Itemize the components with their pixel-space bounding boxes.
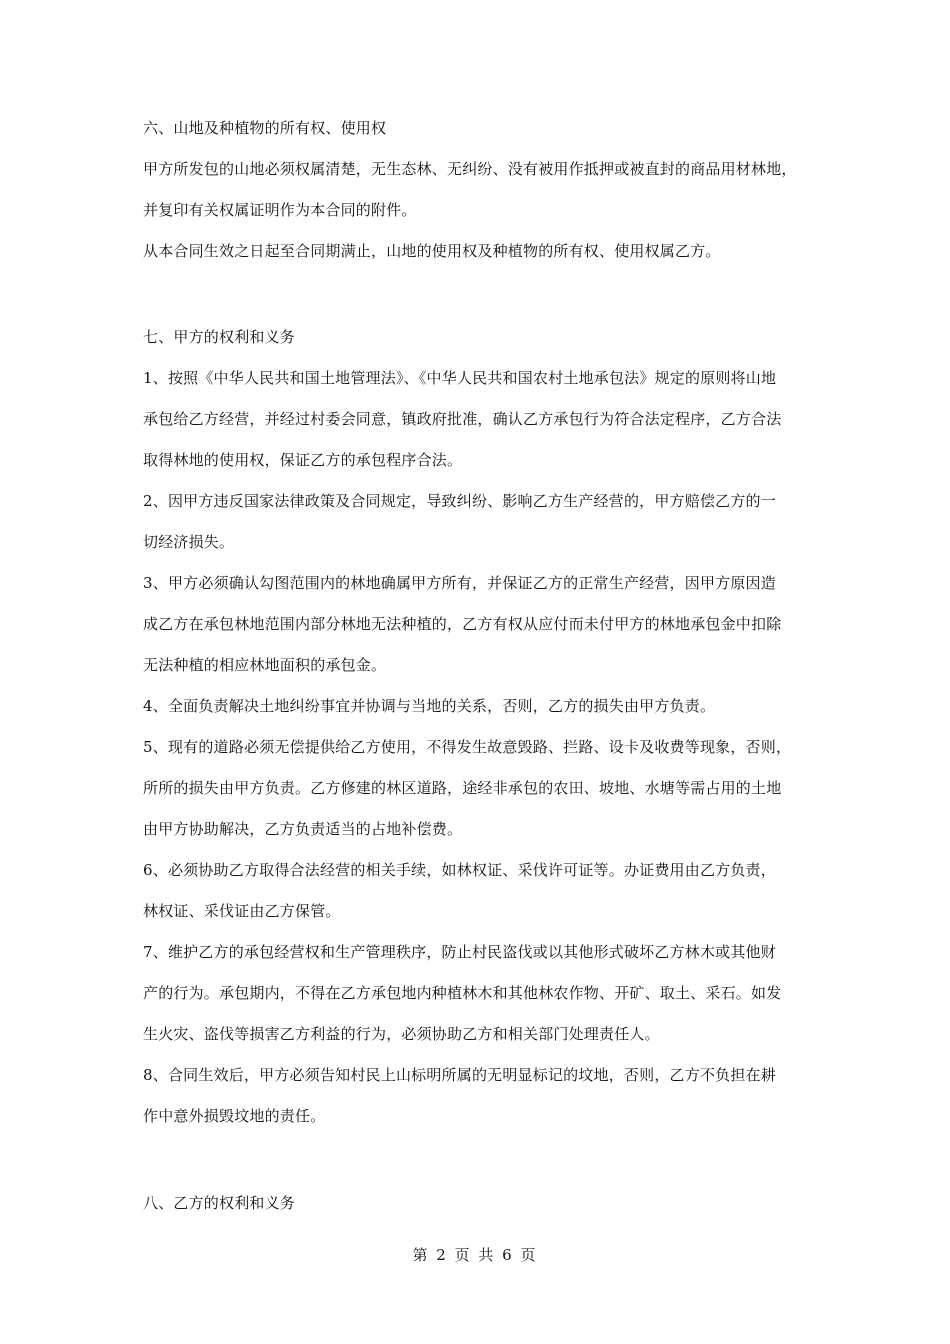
clause-6-line: 6、必须协助乙方取得合法经营的相关手续，如林权证、采伐许可证等。办证费用由乙方负责，: [143, 861, 776, 879]
paragraph-line: 从本合同生效之日起至合同期满止，山地的使用权及种植物的所有权、使用权属乙方。: [143, 242, 721, 260]
clause-5-line: 由甲方协助解决，乙方负责适当的占地补偿费。: [143, 820, 463, 838]
clause-5-line: 所所的损失由甲方负责。乙方修建的林区道路，途经非承包的农田、坡地、水塘等需占用的土地: [143, 779, 782, 797]
paragraph-line: 并复印有关权属证明作为本合同的附件。: [143, 201, 417, 219]
clause-2-line: 切经济损失。: [143, 533, 235, 551]
clause-7-line: 7、维护乙方的承包经营权和生产管理秩序，防止村民盗伐或以其他形式破坏乙方林木或其他财: [143, 943, 776, 961]
clause-8-line: 作中意外损毁坟地的责任。: [143, 1107, 326, 1125]
clause-5-line: 5、现有的道路必须无偿提供给乙方使用，不得发生故意毁路、拦路、设卡及收费等现象，否则，: [143, 738, 792, 756]
clause-1-line: 承包给乙方经营，并经过村委会同意，镇政府批准，确认乙方承包行为符合法定程序，乙方合法: [143, 410, 782, 428]
clause-1-line: 1、按照《中华人民共和国土地管理法》、《中华人民共和国农村土地承包法》规定的原则将山地: [143, 369, 777, 387]
clause-1-line: 取得林地的使用权，保证乙方的承包程序合法。: [143, 451, 463, 469]
clause-3-line: 无法种植的相应林地面积的承包金。: [143, 656, 387, 674]
clause-6-line: 林权证、采伐证由乙方保管。: [143, 902, 341, 920]
clause-3-line: 3、甲方必须确认勾图范围内的林地确属甲方所有，并保证乙方的正常生产经营，因甲方原因造: [143, 574, 776, 592]
clause-8-line: 8、合同生效后，甲方必须告知村民上山标明所属的无明显标记的坟地，否则，乙方不负担在耕: [143, 1066, 776, 1084]
page-number-footer: 第 2 页 共 6 页: [412, 1246, 538, 1264]
clause-2-line: 2、因甲方违反国家法律政策及合同规定，导致纠纷、影响乙方生产经营的，甲方赔偿乙方的一: [143, 492, 776, 510]
clause-3-line: 成乙方在承包林地范围内部分林地无法种植的，乙方有权从应付而未付甲方的林地承包金中扣除: [143, 615, 782, 633]
clause-7-line: 生火灾、盗伐等损害乙方利益的行为，必须协助乙方和相关部门处理责任人。: [143, 1025, 660, 1043]
clause-7-line: 产的行为。承包期内，不得在乙方承包地内种植林木和其他林农作物、开矿、取土、采石。如发: [143, 984, 782, 1002]
paragraph-line: 甲方所发包的山地必须权属清楚，无生态林、无纠纷、没有被用作抵押或被直封的商品用材林地，: [143, 160, 797, 178]
section-8-heading: 八、乙方的权利和义务: [143, 1194, 296, 1212]
section-6-heading: 六、山地及种植物的所有权、使用权: [143, 119, 387, 137]
clause-4-line: 4、全面负责解决土地纠纷事宜并协调与当地的关系，否则，乙方的损失由甲方负责。: [143, 697, 716, 715]
section-7-heading: 七、甲方的权利和义务: [143, 328, 296, 346]
